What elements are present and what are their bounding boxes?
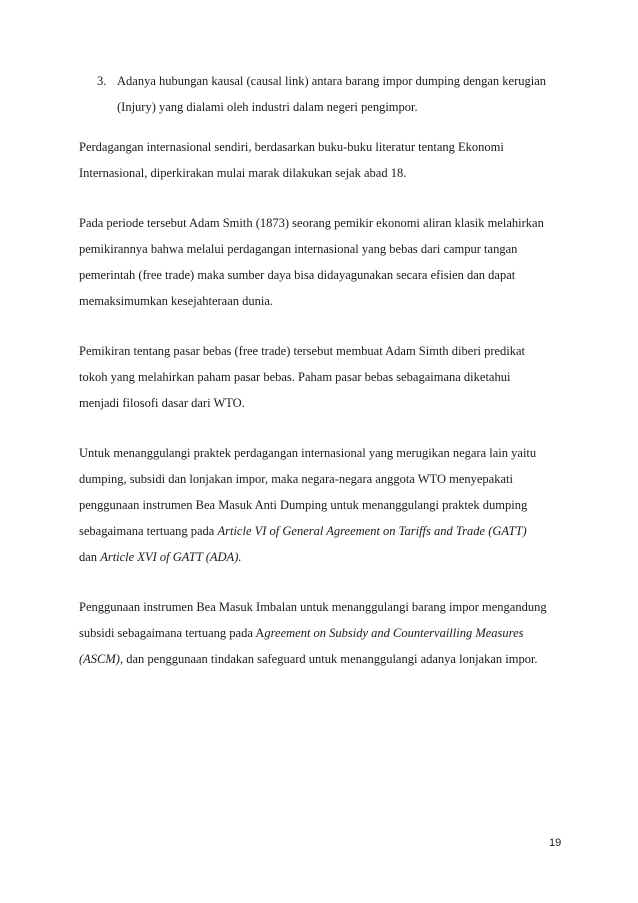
paragraph-line: Pada periode tersebut Adam Smith (1873) seorang pemikir ekonomi aliran klasik melahirkan bbox=[79, 216, 544, 230]
paragraph-5 bbox=[79, 594, 559, 672]
paragraph-line: Perdagangan internasional sendiri, berdasarkan buku-buku literatur tentang Ekonomi bbox=[79, 140, 504, 154]
citation-italic: greement on Subsidy and Countervailling Measures bbox=[264, 626, 524, 640]
paragraph-1 bbox=[79, 134, 559, 186]
list-item-line: Adanya hubungan kausal (causal link) antara barang impor dumping dengan kerugian bbox=[117, 74, 547, 88]
citation-italic: Article VI of General Agreement on Tariffs and Trade (GATT) bbox=[217, 524, 527, 538]
page-number: 19 bbox=[549, 837, 562, 849]
page-content bbox=[79, 68, 559, 672]
paragraph-line: penggunaan instrumen Bea Masuk Anti Dumping untuk menanggulangi praktek dumping bbox=[79, 498, 528, 512]
text-span: sebagaimana tertuang pada bbox=[79, 524, 218, 538]
citation-italic: (ASCM) bbox=[79, 652, 120, 666]
paragraph-line: Pemikiran tentang pasar bebas (free trade) tersebut membuat Adam Simth diberi predikat bbox=[79, 344, 526, 358]
paragraph-line: pemerintah (free trade) maka sumber daya bisa didayagunakan secara efisien dan dapat bbox=[79, 268, 516, 282]
paragraph-line: Internasional, diperkirakan mulai marak dilakukan sejak abad 18. bbox=[79, 166, 407, 180]
paragraph-line bbox=[79, 646, 559, 672]
paragraph-line: Penggunaan instrumen Bea Masuk Imbalan untuk menanggulangi barang impor mengandung bbox=[79, 600, 547, 614]
text-span: subsidi sebagaimana tertuang pada A bbox=[79, 626, 265, 640]
citation-italic: Article XVI of GATT (ADA). bbox=[100, 550, 242, 564]
text-span: , dan penggunaan tindakan safeguard untuk menanggulangi adanya lonjakan impor. bbox=[119, 652, 538, 666]
list-item bbox=[79, 68, 559, 120]
paragraph-3 bbox=[79, 338, 559, 416]
paragraph-line: dumping, subsidi dan lonjakan impor, maka negara-negara anggota WTO menyepakati bbox=[79, 472, 513, 486]
paragraph-line bbox=[79, 620, 559, 646]
list-number: 3. bbox=[97, 74, 107, 88]
paragraph-line: tokoh yang melahirkan paham pasar bebas. Paham pasar bebas sebagaimana diketahui bbox=[79, 370, 511, 384]
paragraph-4 bbox=[79, 440, 559, 570]
paragraph-line: Untuk menanggulangi praktek perdagangan internasional yang merugikan negara lain yaitu bbox=[79, 446, 537, 460]
text-span: dan bbox=[79, 550, 101, 564]
paragraph-line bbox=[79, 544, 559, 570]
list-item-line: (Injury) yang dialami oleh industri dalam negeri pengimpor. bbox=[117, 100, 418, 114]
paragraph-line bbox=[79, 518, 559, 544]
paragraph-line: memaksimumkan kesejahteraan dunia. bbox=[79, 294, 274, 308]
paragraph-line: menjadi filosofi dasar dari WTO. bbox=[79, 396, 245, 410]
paragraph-line: pemikirannya bahwa melalui perdagangan internasional yang bebas dari campur tangan bbox=[79, 242, 518, 256]
paragraph-2 bbox=[79, 210, 559, 314]
